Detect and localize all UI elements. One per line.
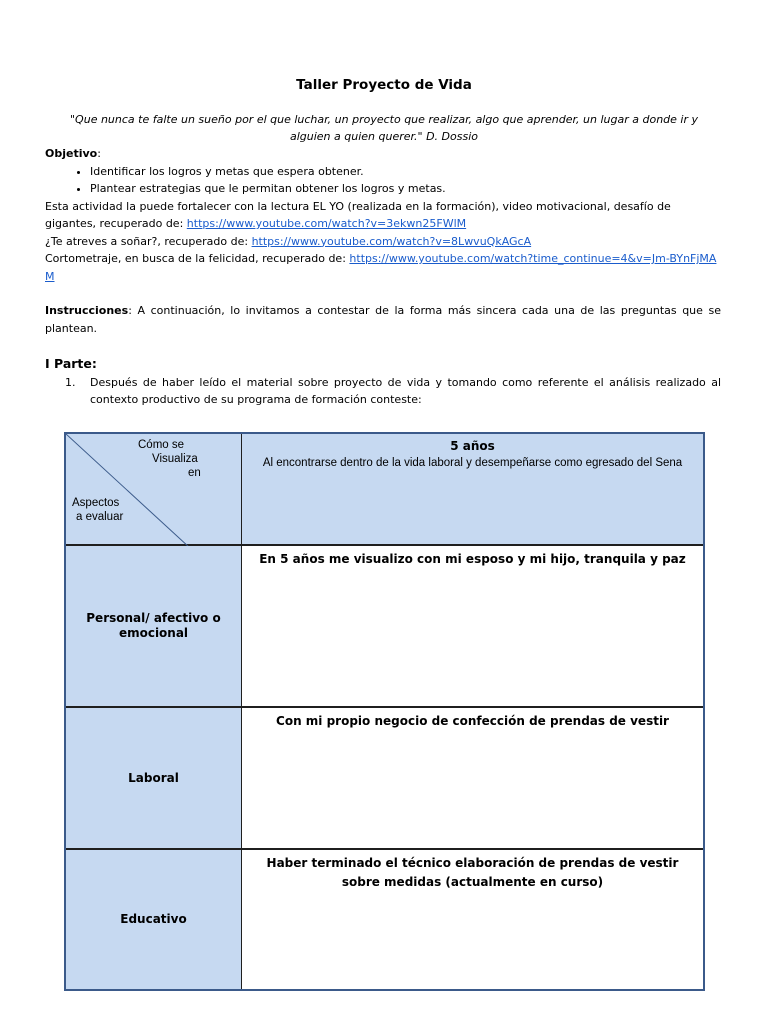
header-bottom-line: Aspectos (72, 497, 120, 509)
header-bottom-label (72, 496, 162, 524)
instructions-label: Instrucciones (45, 304, 129, 317)
answer-cell-personal[interactable] (242, 546, 703, 708)
video-link-desafio[interactable]: https://www.youtube.com/watch?v=3ekwn25FWlM (186, 217, 467, 230)
column-subtitle: Al encontrarse dentro de la vida laboral y desempeñarse como egresado del Sena (262, 457, 683, 469)
aspect-label: Laboral (128, 770, 179, 785)
video-link-felicidad[interactable]: https://www.youtube.com/watch?time_continue=4&v=Jm-BYnFjMAM (45, 252, 717, 283)
aspect-label: Educativo (120, 912, 187, 926)
corto-paragraph (45, 250, 721, 285)
section-heading: I Parte: (45, 356, 97, 371)
question-1 (65, 374, 721, 408)
header-top-label (138, 438, 228, 480)
sonar-text: ¿Te atreves a soñar?, recuperado de: (45, 234, 252, 248)
sonar-paragraph (45, 233, 721, 251)
answer-cell-educativo[interactable] (242, 850, 703, 989)
aspect-cell-educativo (66, 850, 242, 989)
diagonal-header-cell (66, 434, 242, 546)
column-title: 5 años (450, 439, 495, 453)
list-item: • Identificar los logros y metas que espera obtener. (90, 163, 721, 181)
column-header-cell (242, 434, 703, 546)
answer-text: En 5 años me visualizo con mi esposo y mi hijo, tranquila y paz (259, 552, 686, 566)
aspect-cell-personal (66, 546, 242, 708)
list-item: • Plantear estrategias que le permitan obtener los logros y metas. (90, 180, 721, 198)
question-text: Después de haber leído el material sobre proyecto de vida y tomando como referente el análisis realizado al contexto productivo de su programa de formación conteste: (90, 376, 721, 406)
activity-text: Esta actividad la puede fortalecer con la lectura EL YO (realizada en la formación), video motivacional, desafío de gigantes, recuperado de: (45, 199, 671, 230)
aspect-label: Personal/ afectivo o emocional (86, 611, 221, 640)
header-top-line: en (188, 467, 201, 479)
question-number: 1. (65, 376, 76, 389)
quote: "Que nunca te falte un sueño por el que luchar, un proyecto que realizar, algo que aprender, un lugar a donde ir y alguien a quien querer." D. Dossio (70, 113, 698, 143)
aspect-cell-laboral (66, 708, 242, 850)
objetivo-section (45, 145, 721, 285)
header-top-line: Cómo se (138, 439, 185, 451)
header-top-line: Visualiza (152, 453, 198, 465)
instructions-text: : A continuación, lo invitamos a contestar de la forma más sincera cada una de las preguntas que se plantean. (45, 304, 721, 335)
evaluation-table (64, 432, 705, 991)
answer-text: Con mi propio negocio de confección de prendas de vestir (276, 714, 669, 728)
objetivo-label: Objetivo (45, 147, 98, 160)
objetivo-colon: : (97, 147, 101, 160)
header-bottom-line: a evaluar (76, 511, 124, 523)
answer-cell-laboral[interactable] (242, 708, 703, 850)
instructions-paragraph (45, 302, 721, 337)
corto-text: Cortometraje, en busca de la felicidad, recuperado de: (45, 252, 350, 265)
video-link-sonar[interactable]: https://www.youtube.com/watch?v=8LwvuQkAGcA (251, 234, 532, 248)
answer-text: Haber terminado el técnico elaboración de prendas de vestir sobre medidas (actualmente en curso) (266, 856, 679, 889)
document-title: Taller Proyecto de Vida (296, 77, 472, 93)
activity-paragraph (45, 198, 721, 233)
objectives-list (45, 163, 721, 198)
